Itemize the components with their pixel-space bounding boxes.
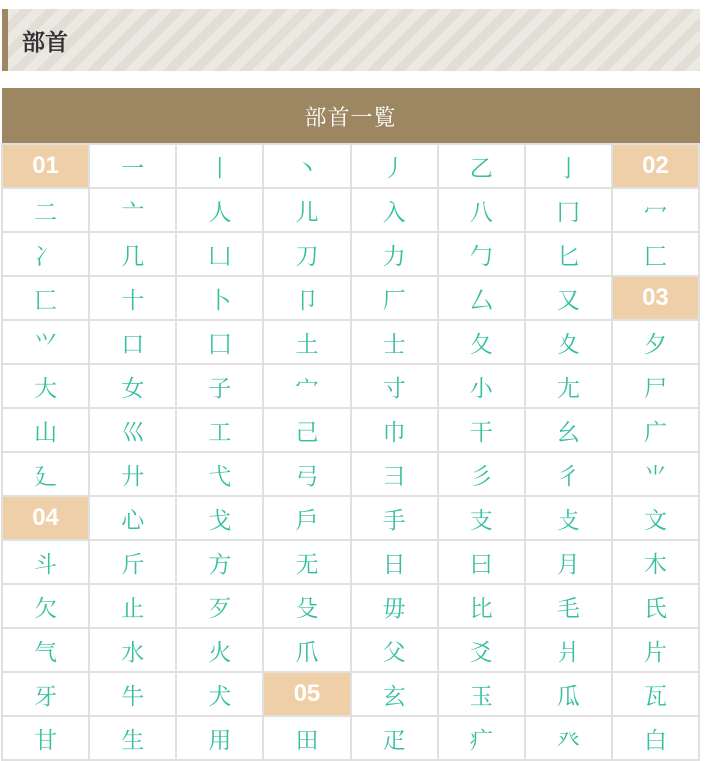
radical-link[interactable]: 巾 bbox=[351, 408, 438, 452]
radical-link[interactable]: 氏 bbox=[612, 584, 699, 628]
stroke-count-header: 01 bbox=[2, 144, 89, 188]
radical-link[interactable]: 戈 bbox=[176, 496, 263, 540]
radical-link[interactable]: 入 bbox=[351, 188, 438, 232]
radical-link[interactable]: 丿 bbox=[351, 144, 438, 188]
radical-link[interactable]: 几 bbox=[89, 232, 176, 276]
radical-link[interactable]: ⺍ bbox=[2, 320, 89, 364]
section-heading bbox=[2, 9, 700, 71]
radical-link[interactable]: 二 bbox=[2, 188, 89, 232]
radical-link[interactable]: 尸 bbox=[612, 364, 699, 408]
radical-link[interactable]: 廾 bbox=[89, 452, 176, 496]
radical-link[interactable]: 女 bbox=[89, 364, 176, 408]
radical-link[interactable]: 匚 bbox=[612, 232, 699, 276]
radical-table-row bbox=[2, 408, 699, 452]
radical-table-row bbox=[2, 232, 699, 276]
radical-link[interactable]: 寸 bbox=[351, 364, 438, 408]
radical-link[interactable]: 心 bbox=[89, 496, 176, 540]
radical-link[interactable]: 欠 bbox=[2, 584, 89, 628]
radical-link[interactable]: 工 bbox=[176, 408, 263, 452]
stroke-count-header: 04 bbox=[2, 496, 89, 540]
radical-link[interactable]: 爻 bbox=[438, 628, 525, 672]
radical-link[interactable]: 丨 bbox=[176, 144, 263, 188]
radical-link[interactable]: 勹 bbox=[438, 232, 525, 276]
radical-table-row bbox=[2, 496, 699, 540]
radical-link[interactable]: 广 bbox=[612, 408, 699, 452]
radical-link[interactable]: 田 bbox=[263, 716, 350, 760]
radical-link[interactable]: 止 bbox=[89, 584, 176, 628]
radical-link[interactable]: 殳 bbox=[263, 584, 350, 628]
radical-link[interactable]: 彳 bbox=[525, 452, 612, 496]
radical-link[interactable]: 瓜 bbox=[525, 672, 612, 716]
radical-link[interactable]: 弓 bbox=[263, 452, 350, 496]
radical-link[interactable]: 曰 bbox=[438, 540, 525, 584]
radical-link[interactable]: 牛 bbox=[89, 672, 176, 716]
radical-link[interactable]: 水 bbox=[89, 628, 176, 672]
radical-link[interactable]: 夕 bbox=[612, 320, 699, 364]
radical-link[interactable]: 文 bbox=[612, 496, 699, 540]
radical-link[interactable]: 犬 bbox=[176, 672, 263, 716]
radical-link[interactable]: 巛 bbox=[89, 408, 176, 452]
radical-link[interactable]: 夊 bbox=[525, 320, 612, 364]
radical-link[interactable]: 廴 bbox=[2, 452, 89, 496]
radical-link[interactable]: 己 bbox=[263, 408, 350, 452]
radical-table-container bbox=[1, 88, 701, 761]
radical-link[interactable]: 一 bbox=[89, 144, 176, 188]
radical-link[interactable]: 卩 bbox=[263, 276, 350, 320]
radical-link[interactable]: 子 bbox=[176, 364, 263, 408]
section-heading-text: 部首 bbox=[22, 29, 68, 56]
radical-link[interactable]: 日 bbox=[351, 540, 438, 584]
radical-link[interactable]: 方 bbox=[176, 540, 263, 584]
radical-link[interactable]: 厶 bbox=[438, 276, 525, 320]
radical-link[interactable]: 爪 bbox=[263, 628, 350, 672]
radical-link[interactable]: 刀 bbox=[263, 232, 350, 276]
radical-link[interactable]: 乙 bbox=[438, 144, 525, 188]
radical-link[interactable]: 囗 bbox=[176, 320, 263, 364]
radical-link[interactable]: 癶 bbox=[525, 716, 612, 760]
radical-link[interactable]: 幺 bbox=[525, 408, 612, 452]
radical-link[interactable]: 斤 bbox=[89, 540, 176, 584]
radical-link[interactable]: 尢 bbox=[525, 364, 612, 408]
radical-table-row bbox=[2, 540, 699, 584]
radical-link[interactable]: ⺌ bbox=[612, 452, 699, 496]
radical-link[interactable]: 又 bbox=[525, 276, 612, 320]
radical-link[interactable]: 冂 bbox=[525, 188, 612, 232]
radical-table-row bbox=[2, 364, 699, 408]
radical-link[interactable]: 口 bbox=[89, 320, 176, 364]
radical-link[interactable]: 用 bbox=[176, 716, 263, 760]
stroke-count-header: 02 bbox=[612, 144, 699, 188]
radical-link[interactable]: 凵 bbox=[176, 232, 263, 276]
radical-link[interactable]: 丶 bbox=[263, 144, 350, 188]
radical-link[interactable]: 火 bbox=[176, 628, 263, 672]
radical-link[interactable]: 片 bbox=[612, 628, 699, 672]
radical-link[interactable]: 瓦 bbox=[612, 672, 699, 716]
radical-link[interactable]: 疒 bbox=[438, 716, 525, 760]
radical-link[interactable]: 彡 bbox=[438, 452, 525, 496]
radical-table-row bbox=[2, 672, 699, 716]
stroke-count-header: 05 bbox=[263, 672, 350, 716]
radical-link[interactable]: 厂 bbox=[351, 276, 438, 320]
radical-link[interactable]: 月 bbox=[525, 540, 612, 584]
radical-table-row bbox=[2, 320, 699, 364]
radical-link[interactable]: 气 bbox=[2, 628, 89, 672]
radical-link[interactable]: 斗 bbox=[2, 540, 89, 584]
radical-link[interactable]: 生 bbox=[89, 716, 176, 760]
radical-link[interactable]: 匕 bbox=[525, 232, 612, 276]
radical-link[interactable]: 疋 bbox=[351, 716, 438, 760]
radical-link[interactable]: 攴 bbox=[525, 496, 612, 540]
radical-link[interactable]: 山 bbox=[2, 408, 89, 452]
radical-link[interactable]: 无 bbox=[263, 540, 350, 584]
radical-link[interactable]: 卜 bbox=[176, 276, 263, 320]
radical-link[interactable]: 冫 bbox=[2, 232, 89, 276]
radical-link[interactable]: 白 bbox=[612, 716, 699, 760]
radical-link[interactable]: 甘 bbox=[2, 716, 89, 760]
radical-link[interactable]: 父 bbox=[351, 628, 438, 672]
radical-link[interactable]: 毋 bbox=[351, 584, 438, 628]
radical-link[interactable]: 手 bbox=[351, 496, 438, 540]
radical-link[interactable]: 干 bbox=[438, 408, 525, 452]
radical-link[interactable]: 八 bbox=[438, 188, 525, 232]
radical-link[interactable]: 小 bbox=[438, 364, 525, 408]
radical-table-row bbox=[2, 716, 699, 760]
stroke-count-header: 03 bbox=[612, 276, 699, 320]
radical-link[interactable]: 土 bbox=[263, 320, 350, 364]
radical-link[interactable]: 宀 bbox=[263, 364, 350, 408]
radical-link[interactable]: 士 bbox=[351, 320, 438, 364]
radical-table bbox=[1, 88, 700, 761]
radical-link[interactable]: 玄 bbox=[351, 672, 438, 716]
radical-table-row bbox=[2, 276, 699, 320]
radical-table-caption: 部首一覧 bbox=[2, 89, 699, 145]
radical-link[interactable]: 人 bbox=[176, 188, 263, 232]
radical-link[interactable]: 大 bbox=[2, 364, 89, 408]
radical-link[interactable]: 儿 bbox=[263, 188, 350, 232]
radical-link[interactable]: 歹 bbox=[176, 584, 263, 628]
radical-link[interactable]: 爿 bbox=[525, 628, 612, 672]
radical-link[interactable]: 十 bbox=[89, 276, 176, 320]
radical-link[interactable]: 冖 bbox=[612, 188, 699, 232]
radical-table-row bbox=[2, 628, 699, 672]
radical-link[interactable]: 牙 bbox=[2, 672, 89, 716]
radical-link[interactable]: 木 bbox=[612, 540, 699, 584]
radical-table-row bbox=[2, 584, 699, 628]
radical-link[interactable]: 比 bbox=[438, 584, 525, 628]
radical-link[interactable]: 戶 bbox=[263, 496, 350, 540]
radical-link[interactable]: 匸 bbox=[2, 276, 89, 320]
radical-link[interactable]: 弋 bbox=[176, 452, 263, 496]
radical-table-row bbox=[2, 452, 699, 496]
radical-link[interactable]: 支 bbox=[438, 496, 525, 540]
radical-table-row bbox=[2, 188, 699, 232]
radical-link[interactable]: 玉 bbox=[438, 672, 525, 716]
radical-link[interactable]: 夂 bbox=[438, 320, 525, 364]
radical-link[interactable]: 彐 bbox=[351, 452, 438, 496]
radical-link[interactable]: 力 bbox=[351, 232, 438, 276]
radical-table-row bbox=[2, 144, 699, 188]
radical-link[interactable]: 亅 bbox=[525, 144, 612, 188]
radical-link[interactable]: 毛 bbox=[525, 584, 612, 628]
radical-link[interactable]: 亠 bbox=[89, 188, 176, 232]
